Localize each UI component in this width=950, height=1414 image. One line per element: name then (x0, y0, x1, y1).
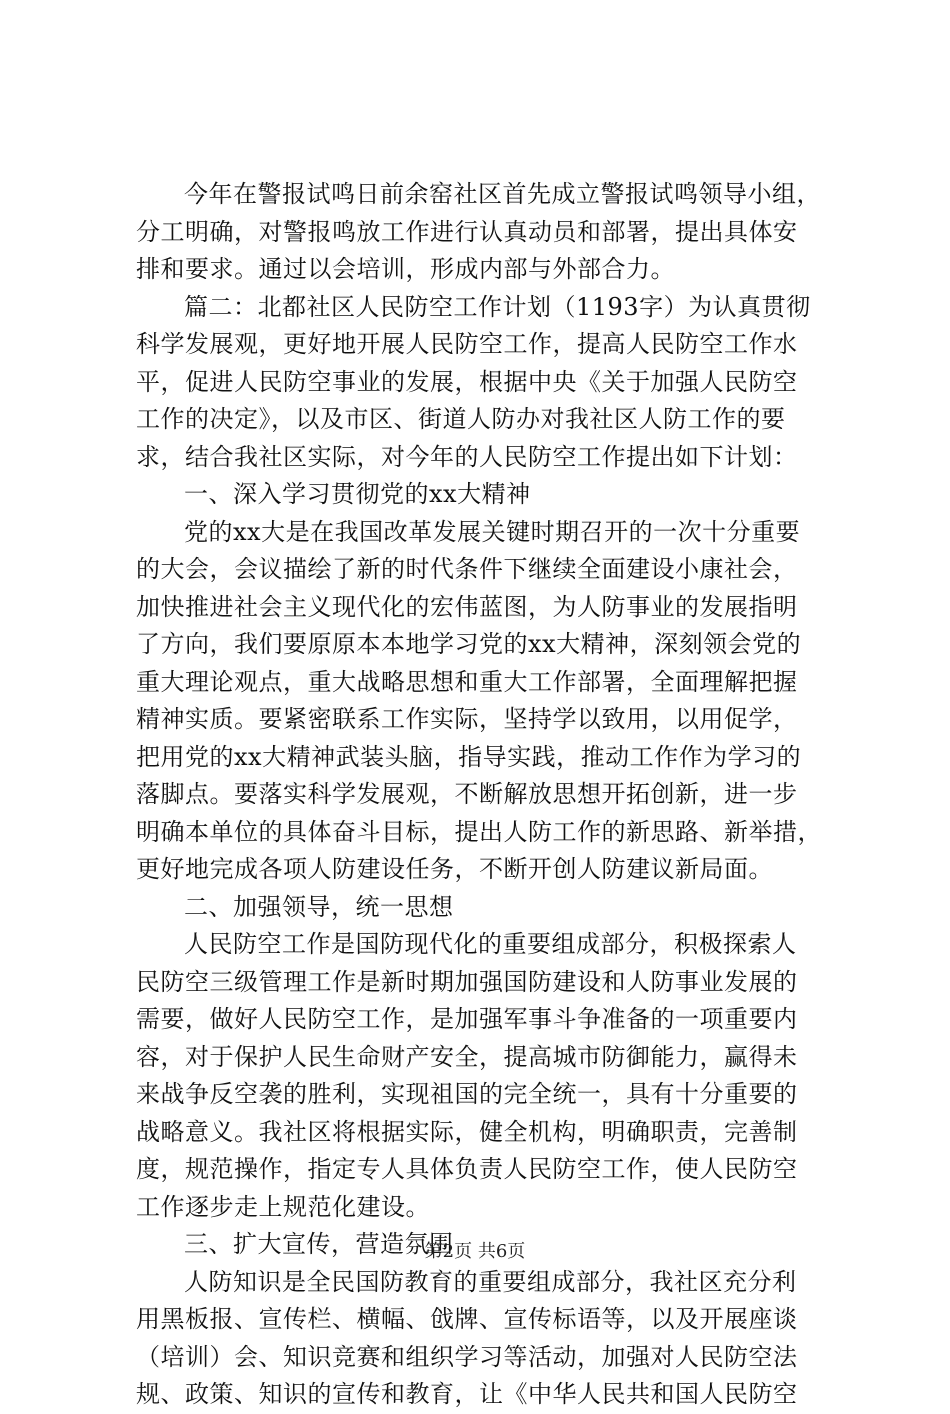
text-line: 规、政策、知识的宣传和教育，让《中华人民共和国人民防空 (136, 1380, 798, 1408)
text-line: 工作逐步走上规范化建设。 (136, 1192, 430, 1221)
text-line: 排和要求。通过以会培训，形成内部与外部合力。 (136, 255, 675, 283)
text-line: （培训）会、知识竞赛和组织学习等活动，加强对人民防空法 (136, 1342, 798, 1371)
text-line: 一、深入学习贯彻党的xx大精神 (184, 480, 531, 508)
text-line: 民防空三级管理工作是新时期加强国防建设和人防事业发展的 (136, 967, 798, 996)
text-line: 分工明确，对警报鸣放工作进行认真动员和部署，提出具体安 (136, 217, 798, 246)
text-line: 明确本单位的具体奋斗目标，提出人防工作的新思路、新举措， (136, 817, 822, 846)
text-line: 的大会，会议描绘了新的时代条件下继续全面建设小康社会， (136, 555, 798, 583)
text-line: 今年在警报试鸣日前余窑社区首先成立警报试鸣领导小组， (184, 180, 821, 208)
text-line: 精神实质。要紧密联系工作实际，坚持学以致用，以用促学， (136, 705, 798, 733)
text-line: 需要，做好人民防空工作，是加强军事斗争准备的一项重要内 (136, 1005, 798, 1033)
text-line: 三、扩大宣传，营造氛围 (184, 1230, 454, 1258)
text-line: 用黑板报、宣传栏、横幅、戗牌、宣传标语等，以及开展座谈 (136, 1305, 798, 1333)
text-line: 党的xx大是在我国改革发展关键时期召开的一次十分重要 (184, 517, 801, 546)
text-line: 容，对于保护人民生命财产安全，提高城市防御能力，赢得未 (136, 1042, 798, 1071)
text-line: 二、加强领导，统一思想 (184, 892, 454, 921)
page-footer: 第2页 共6页 (424, 1241, 526, 1262)
text-line: 加快推进社会主义现代化的宏伟蓝图，为人防事业的发展指明 (136, 592, 798, 621)
text-line: 人民防空工作是国防现代化的重要组成部分，积极探索人 (184, 930, 797, 958)
text-line: 了方向，我们要原原本本地学习党的xx大精神，深刻领会党的 (136, 630, 802, 658)
document-body (136, 176, 830, 1414)
text-line: 平，促进人民防空事业的发展，根据中央《关于加强人民防空 (136, 367, 798, 396)
text-line: 重大理论观点，重大战略思想和重大工作部署，全面理解把握 (136, 667, 798, 696)
text-line: 落脚点。要落实科学发展观，不断解放思想开拓创新，进一步 (136, 780, 798, 808)
text-line: 度，规范操作，指定专人具体负责人民防空工作，使人民防空 (136, 1155, 798, 1183)
text-line: 来战争反空袭的胜利，实现祖国的完全统一，具有十分重要的 (136, 1080, 798, 1108)
text-line: 人防知识是全民国防教育的重要组成部分，我社区充分利 (184, 1267, 797, 1296)
text-line: 科学发展观，更好地开展人民防空工作，提高人民防空工作水 (136, 330, 798, 358)
text-line: 把用党的xx大精神武装头脑，指导实践，推动工作作为学习的 (136, 742, 802, 771)
text-line: 更好地完成各项人防建设任务，不断开创人防建议新局面。 (136, 855, 773, 883)
text-line: 求，结合我社区实际，对今年的人民防空工作提出如下计划： (136, 442, 798, 471)
text-line: 战略意义。我社区将根据实际，健全机构，明确职责，完善制 (136, 1117, 798, 1146)
text-line: 工作的决定》，以及市区、街道人防办对我社区人防工作的要 (136, 405, 786, 433)
text-line: 篇二：北都社区人民防空工作计划（1193字）为认真贯彻 (184, 292, 811, 321)
